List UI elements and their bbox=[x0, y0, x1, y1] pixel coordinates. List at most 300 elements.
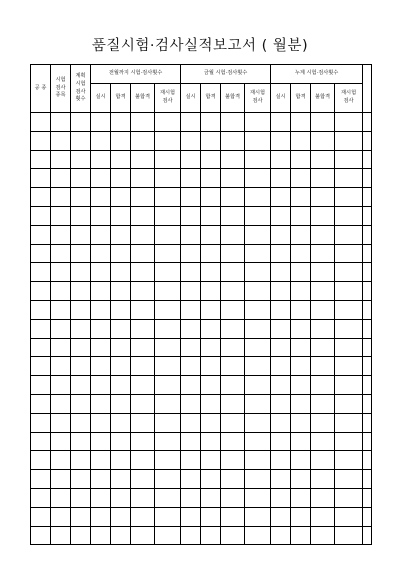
table-cell[interactable] bbox=[363, 526, 372, 545]
table-cell[interactable] bbox=[271, 188, 291, 207]
table-cell[interactable] bbox=[71, 488, 91, 507]
table-cell[interactable] bbox=[155, 432, 181, 451]
table-cell[interactable] bbox=[271, 432, 291, 451]
table-cell[interactable] bbox=[201, 169, 221, 188]
table-cell[interactable] bbox=[335, 413, 363, 432]
table-cell[interactable] bbox=[291, 206, 311, 225]
table-cell[interactable] bbox=[31, 394, 51, 413]
table-cell[interactable] bbox=[51, 300, 71, 319]
table-cell[interactable] bbox=[155, 413, 181, 432]
table-cell[interactable] bbox=[51, 526, 71, 545]
table-cell[interactable] bbox=[291, 225, 311, 244]
table-cell[interactable] bbox=[131, 376, 155, 395]
table-cell[interactable] bbox=[111, 357, 131, 376]
table-cell[interactable] bbox=[221, 319, 245, 338]
table-cell[interactable] bbox=[51, 376, 71, 395]
table-cell[interactable] bbox=[363, 282, 372, 301]
table-cell[interactable] bbox=[131, 357, 155, 376]
table-cell[interactable] bbox=[363, 507, 372, 526]
table-cell[interactable] bbox=[91, 263, 111, 282]
table-cell[interactable] bbox=[335, 169, 363, 188]
table-cell[interactable] bbox=[155, 357, 181, 376]
table-cell[interactable] bbox=[201, 413, 221, 432]
table-cell[interactable] bbox=[51, 413, 71, 432]
table-cell[interactable] bbox=[155, 376, 181, 395]
table-cell[interactable] bbox=[291, 169, 311, 188]
table-cell[interactable] bbox=[221, 263, 245, 282]
table-cell[interactable] bbox=[71, 169, 91, 188]
table-cell[interactable] bbox=[271, 319, 291, 338]
table-cell[interactable] bbox=[51, 470, 71, 489]
table-cell[interactable] bbox=[31, 282, 51, 301]
table-cell[interactable] bbox=[311, 394, 335, 413]
table-cell[interactable] bbox=[181, 319, 201, 338]
table-cell[interactable] bbox=[221, 413, 245, 432]
table-cell[interactable] bbox=[31, 413, 51, 432]
table-cell[interactable] bbox=[291, 150, 311, 169]
table-cell[interactable] bbox=[363, 150, 372, 169]
table-cell[interactable] bbox=[221, 113, 245, 132]
table-cell[interactable] bbox=[271, 526, 291, 545]
table-cell[interactable] bbox=[71, 188, 91, 207]
table-cell[interactable] bbox=[221, 244, 245, 263]
table-cell[interactable] bbox=[71, 300, 91, 319]
table-cell[interactable] bbox=[335, 357, 363, 376]
table-cell[interactable] bbox=[181, 488, 201, 507]
table-cell[interactable] bbox=[335, 131, 363, 150]
table-cell[interactable] bbox=[51, 225, 71, 244]
table-cell[interactable] bbox=[181, 225, 201, 244]
table-cell[interactable] bbox=[51, 357, 71, 376]
table-cell[interactable] bbox=[291, 188, 311, 207]
table-cell[interactable] bbox=[181, 413, 201, 432]
table-cell[interactable] bbox=[245, 300, 271, 319]
table-cell[interactable] bbox=[363, 206, 372, 225]
table-cell[interactable] bbox=[71, 282, 91, 301]
table-cell[interactable] bbox=[363, 300, 372, 319]
table-cell[interactable] bbox=[91, 470, 111, 489]
table-cell[interactable] bbox=[363, 263, 372, 282]
table-cell[interactable] bbox=[31, 488, 51, 507]
table-cell[interactable] bbox=[71, 394, 91, 413]
table-cell[interactable] bbox=[131, 432, 155, 451]
table-cell[interactable] bbox=[221, 394, 245, 413]
table-cell[interactable] bbox=[221, 507, 245, 526]
table-cell[interactable] bbox=[181, 432, 201, 451]
table-cell[interactable] bbox=[155, 470, 181, 489]
table-cell[interactable] bbox=[363, 319, 372, 338]
table-cell[interactable] bbox=[271, 131, 291, 150]
table-cell[interactable] bbox=[311, 150, 335, 169]
table-cell[interactable] bbox=[201, 300, 221, 319]
table-cell[interactable] bbox=[181, 451, 201, 470]
table-cell[interactable] bbox=[311, 413, 335, 432]
table-cell[interactable] bbox=[131, 263, 155, 282]
table-cell[interactable] bbox=[291, 357, 311, 376]
table-cell[interactable] bbox=[201, 131, 221, 150]
table-cell[interactable] bbox=[363, 394, 372, 413]
table-cell[interactable] bbox=[51, 169, 71, 188]
table-cell[interactable] bbox=[201, 206, 221, 225]
table-cell[interactable] bbox=[245, 225, 271, 244]
table-cell[interactable] bbox=[363, 225, 372, 244]
table-cell[interactable] bbox=[111, 150, 131, 169]
table-cell[interactable] bbox=[201, 432, 221, 451]
table-cell[interactable] bbox=[335, 488, 363, 507]
table-cell[interactable] bbox=[291, 319, 311, 338]
table-cell[interactable] bbox=[201, 263, 221, 282]
table-cell[interactable] bbox=[131, 225, 155, 244]
table-cell[interactable] bbox=[181, 188, 201, 207]
table-cell[interactable] bbox=[311, 338, 335, 357]
table-cell[interactable] bbox=[311, 526, 335, 545]
table-cell[interactable] bbox=[335, 376, 363, 395]
table-cell[interactable] bbox=[311, 244, 335, 263]
table-cell[interactable] bbox=[335, 263, 363, 282]
table-cell[interactable] bbox=[155, 113, 181, 132]
table-cell[interactable] bbox=[181, 376, 201, 395]
table-cell[interactable] bbox=[51, 263, 71, 282]
table-cell[interactable] bbox=[335, 225, 363, 244]
table-cell[interactable] bbox=[31, 225, 51, 244]
table-cell[interactable] bbox=[51, 206, 71, 225]
table-cell[interactable] bbox=[245, 507, 271, 526]
table-cell[interactable] bbox=[131, 131, 155, 150]
table-cell[interactable] bbox=[71, 357, 91, 376]
table-cell[interactable] bbox=[201, 319, 221, 338]
table-cell[interactable] bbox=[201, 225, 221, 244]
table-cell[interactable] bbox=[31, 451, 51, 470]
table-cell[interactable] bbox=[245, 394, 271, 413]
table-cell[interactable] bbox=[271, 338, 291, 357]
table-cell[interactable] bbox=[291, 488, 311, 507]
table-cell[interactable] bbox=[221, 169, 245, 188]
table-cell[interactable] bbox=[245, 282, 271, 301]
table-cell[interactable] bbox=[155, 263, 181, 282]
table-cell[interactable] bbox=[131, 282, 155, 301]
table-cell[interactable] bbox=[335, 206, 363, 225]
table-cell[interactable] bbox=[271, 507, 291, 526]
table-cell[interactable] bbox=[245, 150, 271, 169]
table-cell[interactable] bbox=[155, 507, 181, 526]
table-cell[interactable] bbox=[111, 470, 131, 489]
table-cell[interactable] bbox=[291, 263, 311, 282]
table-cell[interactable] bbox=[51, 131, 71, 150]
table-cell[interactable] bbox=[221, 150, 245, 169]
table-cell[interactable] bbox=[311, 470, 335, 489]
table-cell[interactable] bbox=[245, 169, 271, 188]
table-cell[interactable] bbox=[51, 488, 71, 507]
table-cell[interactable] bbox=[201, 113, 221, 132]
table-cell[interactable] bbox=[363, 357, 372, 376]
table-cell[interactable] bbox=[91, 338, 111, 357]
table-cell[interactable] bbox=[201, 188, 221, 207]
table-cell[interactable] bbox=[181, 263, 201, 282]
table-cell[interactable] bbox=[221, 357, 245, 376]
table-cell[interactable] bbox=[363, 188, 372, 207]
table-cell[interactable] bbox=[271, 394, 291, 413]
table-cell[interactable] bbox=[111, 131, 131, 150]
table-cell[interactable] bbox=[245, 131, 271, 150]
table-cell[interactable] bbox=[271, 225, 291, 244]
table-cell[interactable] bbox=[155, 169, 181, 188]
table-cell[interactable] bbox=[131, 169, 155, 188]
table-cell[interactable] bbox=[291, 470, 311, 489]
table-cell[interactable] bbox=[71, 413, 91, 432]
table-cell[interactable] bbox=[221, 282, 245, 301]
table-cell[interactable] bbox=[291, 394, 311, 413]
table-cell[interactable] bbox=[31, 263, 51, 282]
table-cell[interactable] bbox=[31, 432, 51, 451]
table-cell[interactable] bbox=[91, 188, 111, 207]
table-cell[interactable] bbox=[363, 413, 372, 432]
table-cell[interactable] bbox=[71, 451, 91, 470]
table-cell[interactable] bbox=[335, 470, 363, 489]
table-cell[interactable] bbox=[51, 282, 71, 301]
table-cell[interactable] bbox=[111, 451, 131, 470]
table-cell[interactable] bbox=[291, 451, 311, 470]
table-cell[interactable] bbox=[221, 470, 245, 489]
table-cell[interactable] bbox=[91, 507, 111, 526]
table-cell[interactable] bbox=[221, 451, 245, 470]
table-cell[interactable] bbox=[111, 394, 131, 413]
table-cell[interactable] bbox=[245, 206, 271, 225]
table-cell[interactable] bbox=[311, 225, 335, 244]
table-cell[interactable] bbox=[271, 357, 291, 376]
table-cell[interactable] bbox=[51, 319, 71, 338]
table-cell[interactable] bbox=[201, 488, 221, 507]
table-cell[interactable] bbox=[271, 451, 291, 470]
table-cell[interactable] bbox=[155, 338, 181, 357]
table-cell[interactable] bbox=[91, 526, 111, 545]
table-cell[interactable] bbox=[271, 244, 291, 263]
table-cell[interactable] bbox=[111, 526, 131, 545]
table-cell[interactable] bbox=[91, 206, 111, 225]
table-cell[interactable] bbox=[221, 338, 245, 357]
table-cell[interactable] bbox=[111, 282, 131, 301]
table-cell[interactable] bbox=[181, 282, 201, 301]
table-cell[interactable] bbox=[71, 319, 91, 338]
table-cell[interactable] bbox=[91, 113, 111, 132]
table-cell[interactable] bbox=[31, 376, 51, 395]
table-cell[interactable] bbox=[155, 131, 181, 150]
table-cell[interactable] bbox=[311, 169, 335, 188]
table-cell[interactable] bbox=[335, 338, 363, 357]
table-cell[interactable] bbox=[181, 507, 201, 526]
table-cell[interactable] bbox=[31, 319, 51, 338]
table-cell[interactable] bbox=[181, 131, 201, 150]
table-cell[interactable] bbox=[271, 113, 291, 132]
table-cell[interactable] bbox=[311, 376, 335, 395]
table-cell[interactable] bbox=[335, 319, 363, 338]
table-cell[interactable] bbox=[31, 113, 51, 132]
table-cell[interactable] bbox=[91, 150, 111, 169]
table-cell[interactable] bbox=[111, 113, 131, 132]
table-cell[interactable] bbox=[31, 188, 51, 207]
table-cell[interactable] bbox=[201, 282, 221, 301]
table-cell[interactable] bbox=[111, 263, 131, 282]
table-cell[interactable] bbox=[51, 150, 71, 169]
table-cell[interactable] bbox=[291, 507, 311, 526]
table-cell[interactable] bbox=[51, 244, 71, 263]
table-cell[interactable] bbox=[71, 150, 91, 169]
table-cell[interactable] bbox=[201, 338, 221, 357]
table-cell[interactable] bbox=[31, 150, 51, 169]
table-cell[interactable] bbox=[245, 526, 271, 545]
table-cell[interactable] bbox=[335, 507, 363, 526]
table-cell[interactable] bbox=[245, 188, 271, 207]
table-cell[interactable] bbox=[311, 451, 335, 470]
table-cell[interactable] bbox=[271, 376, 291, 395]
table-cell[interactable] bbox=[71, 432, 91, 451]
table-cell[interactable] bbox=[291, 526, 311, 545]
table-cell[interactable] bbox=[31, 206, 51, 225]
table-cell[interactable] bbox=[291, 131, 311, 150]
table-cell[interactable] bbox=[155, 526, 181, 545]
table-cell[interactable] bbox=[51, 338, 71, 357]
table-cell[interactable] bbox=[91, 282, 111, 301]
table-cell[interactable] bbox=[131, 488, 155, 507]
table-cell[interactable] bbox=[221, 225, 245, 244]
table-cell[interactable] bbox=[31, 300, 51, 319]
table-cell[interactable] bbox=[155, 451, 181, 470]
table-cell[interactable] bbox=[51, 451, 71, 470]
table-cell[interactable] bbox=[155, 225, 181, 244]
table-cell[interactable] bbox=[155, 244, 181, 263]
table-cell[interactable] bbox=[131, 394, 155, 413]
table-cell[interactable] bbox=[335, 282, 363, 301]
table-cell[interactable] bbox=[155, 319, 181, 338]
table-cell[interactable] bbox=[363, 470, 372, 489]
table-cell[interactable] bbox=[245, 488, 271, 507]
table-cell[interactable] bbox=[271, 206, 291, 225]
table-cell[interactable] bbox=[201, 357, 221, 376]
table-cell[interactable] bbox=[111, 488, 131, 507]
table-cell[interactable] bbox=[111, 432, 131, 451]
table-cell[interactable] bbox=[71, 470, 91, 489]
table-cell[interactable] bbox=[155, 300, 181, 319]
table-cell[interactable] bbox=[131, 319, 155, 338]
table-cell[interactable] bbox=[31, 244, 51, 263]
table-cell[interactable] bbox=[311, 113, 335, 132]
table-cell[interactable] bbox=[111, 507, 131, 526]
table-cell[interactable] bbox=[245, 338, 271, 357]
table-cell[interactable] bbox=[311, 131, 335, 150]
table-cell[interactable] bbox=[271, 282, 291, 301]
table-cell[interactable] bbox=[311, 432, 335, 451]
table-cell[interactable] bbox=[155, 188, 181, 207]
table-cell[interactable] bbox=[245, 319, 271, 338]
table-cell[interactable] bbox=[335, 150, 363, 169]
table-cell[interactable] bbox=[91, 357, 111, 376]
table-cell[interactable] bbox=[201, 244, 221, 263]
table-cell[interactable] bbox=[131, 338, 155, 357]
table-cell[interactable] bbox=[131, 413, 155, 432]
table-cell[interactable] bbox=[221, 488, 245, 507]
table-cell[interactable] bbox=[71, 263, 91, 282]
table-cell[interactable] bbox=[131, 300, 155, 319]
table-cell[interactable] bbox=[201, 470, 221, 489]
table-cell[interactable] bbox=[221, 188, 245, 207]
table-cell[interactable] bbox=[51, 432, 71, 451]
table-cell[interactable] bbox=[271, 488, 291, 507]
table-cell[interactable] bbox=[245, 113, 271, 132]
table-cell[interactable] bbox=[111, 413, 131, 432]
table-cell[interactable] bbox=[335, 300, 363, 319]
table-cell[interactable] bbox=[221, 432, 245, 451]
table-cell[interactable] bbox=[363, 451, 372, 470]
table-cell[interactable] bbox=[71, 507, 91, 526]
table-cell[interactable] bbox=[201, 526, 221, 545]
table-cell[interactable] bbox=[71, 376, 91, 395]
table-cell[interactable] bbox=[245, 357, 271, 376]
table-cell[interactable] bbox=[221, 376, 245, 395]
table-cell[interactable] bbox=[155, 394, 181, 413]
table-cell[interactable] bbox=[155, 206, 181, 225]
table-cell[interactable] bbox=[31, 131, 51, 150]
table-cell[interactable] bbox=[71, 131, 91, 150]
table-cell[interactable] bbox=[201, 376, 221, 395]
table-cell[interactable] bbox=[363, 169, 372, 188]
table-cell[interactable] bbox=[155, 282, 181, 301]
table-cell[interactable] bbox=[271, 169, 291, 188]
table-cell[interactable] bbox=[311, 300, 335, 319]
table-cell[interactable] bbox=[51, 507, 71, 526]
table-cell[interactable] bbox=[311, 319, 335, 338]
table-cell[interactable] bbox=[111, 319, 131, 338]
table-cell[interactable] bbox=[131, 451, 155, 470]
table-cell[interactable] bbox=[181, 338, 201, 357]
table-cell[interactable] bbox=[335, 394, 363, 413]
table-cell[interactable] bbox=[51, 188, 71, 207]
table-cell[interactable] bbox=[131, 206, 155, 225]
table-cell[interactable] bbox=[31, 169, 51, 188]
table-cell[interactable] bbox=[221, 206, 245, 225]
table-cell[interactable] bbox=[291, 338, 311, 357]
table-cell[interactable] bbox=[181, 206, 201, 225]
table-cell[interactable] bbox=[291, 413, 311, 432]
table-cell[interactable] bbox=[111, 206, 131, 225]
table-cell[interactable] bbox=[71, 526, 91, 545]
table-cell[interactable] bbox=[363, 488, 372, 507]
table-cell[interactable] bbox=[31, 357, 51, 376]
table-cell[interactable] bbox=[245, 244, 271, 263]
table-cell[interactable] bbox=[71, 225, 91, 244]
table-cell[interactable] bbox=[271, 300, 291, 319]
table-cell[interactable] bbox=[181, 394, 201, 413]
table-cell[interactable] bbox=[91, 451, 111, 470]
table-cell[interactable] bbox=[201, 150, 221, 169]
table-cell[interactable] bbox=[91, 394, 111, 413]
table-cell[interactable] bbox=[91, 131, 111, 150]
table-cell[interactable] bbox=[91, 300, 111, 319]
table-cell[interactable] bbox=[91, 488, 111, 507]
table-cell[interactable] bbox=[291, 432, 311, 451]
table-cell[interactable] bbox=[181, 357, 201, 376]
table-cell[interactable] bbox=[363, 113, 372, 132]
table-cell[interactable] bbox=[131, 526, 155, 545]
table-cell[interactable] bbox=[363, 338, 372, 357]
table-cell[interactable] bbox=[91, 244, 111, 263]
table-cell[interactable] bbox=[31, 507, 51, 526]
table-cell[interactable] bbox=[111, 376, 131, 395]
table-cell[interactable] bbox=[131, 244, 155, 263]
table-cell[interactable] bbox=[155, 488, 181, 507]
table-cell[interactable] bbox=[201, 451, 221, 470]
table-cell[interactable] bbox=[71, 113, 91, 132]
table-cell[interactable] bbox=[271, 150, 291, 169]
table-cell[interactable] bbox=[111, 300, 131, 319]
